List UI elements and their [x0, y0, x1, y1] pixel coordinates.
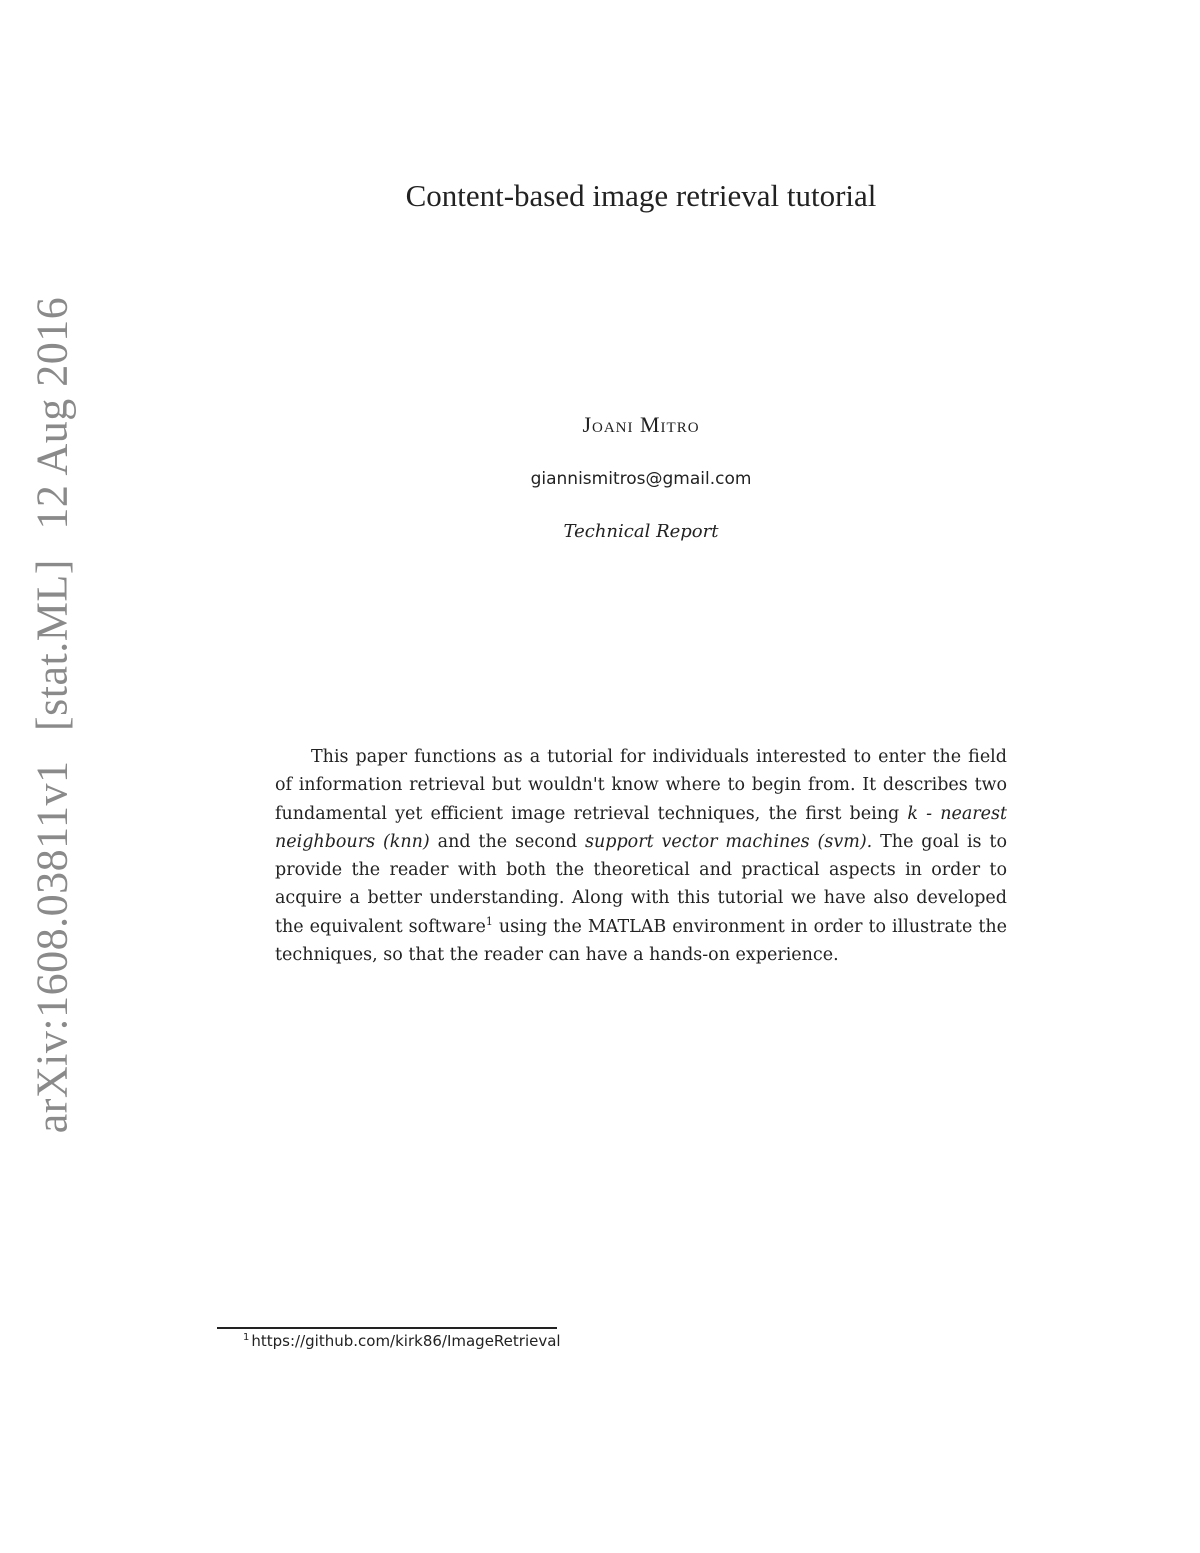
- arxiv-category: [stat.ML]: [27, 559, 77, 731]
- report-type: Technical Report: [563, 521, 719, 542]
- arxiv-id: arXiv:1608.03811v1: [27, 760, 77, 1134]
- abstract-term-svm: support vector machines (svm).: [585, 831, 873, 852]
- abstract-text-3: The goal is to provide the reader with both the theoretical and practical aspects in order to acquire a better understanding. Along with this tutorial we have also developed the equivalent software: [275, 831, 1007, 937]
- author-email: giannismitros@gmail.com: [530, 469, 752, 489]
- footnote-reference: 1: [485, 914, 493, 928]
- footnote: [243, 1332, 561, 1350]
- abstract: [275, 743, 1007, 969]
- footnote-url[interactable]: https://github.com/kirk86/ImageRetrieval: [251, 1332, 561, 1350]
- arxiv-date: 12 Aug 2016: [27, 296, 77, 530]
- abstract-text-4: using the MATLAB environment in order to illustrate the techniques, so that the reader can have a hands-on experience.: [275, 916, 1007, 966]
- author-name: Joani Mitro: [582, 412, 700, 437]
- footnote-divider: [217, 1327, 557, 1329]
- abstract-text-1: This paper functions as a tutorial for individuals interested to enter the field of information retrieval but wouldn't know where to begin from. It describes two fundamental yet efficient image retrieval techniques, the first being: [275, 747, 1007, 824]
- abstract-text-2: and the second: [429, 831, 586, 852]
- footnote-mark: 1: [243, 1332, 250, 1343]
- paper-title: Content-based image retrieval tutorial: [405, 178, 877, 213]
- abstract-term-knn: k - nearest neighbours (knn): [275, 803, 1007, 852]
